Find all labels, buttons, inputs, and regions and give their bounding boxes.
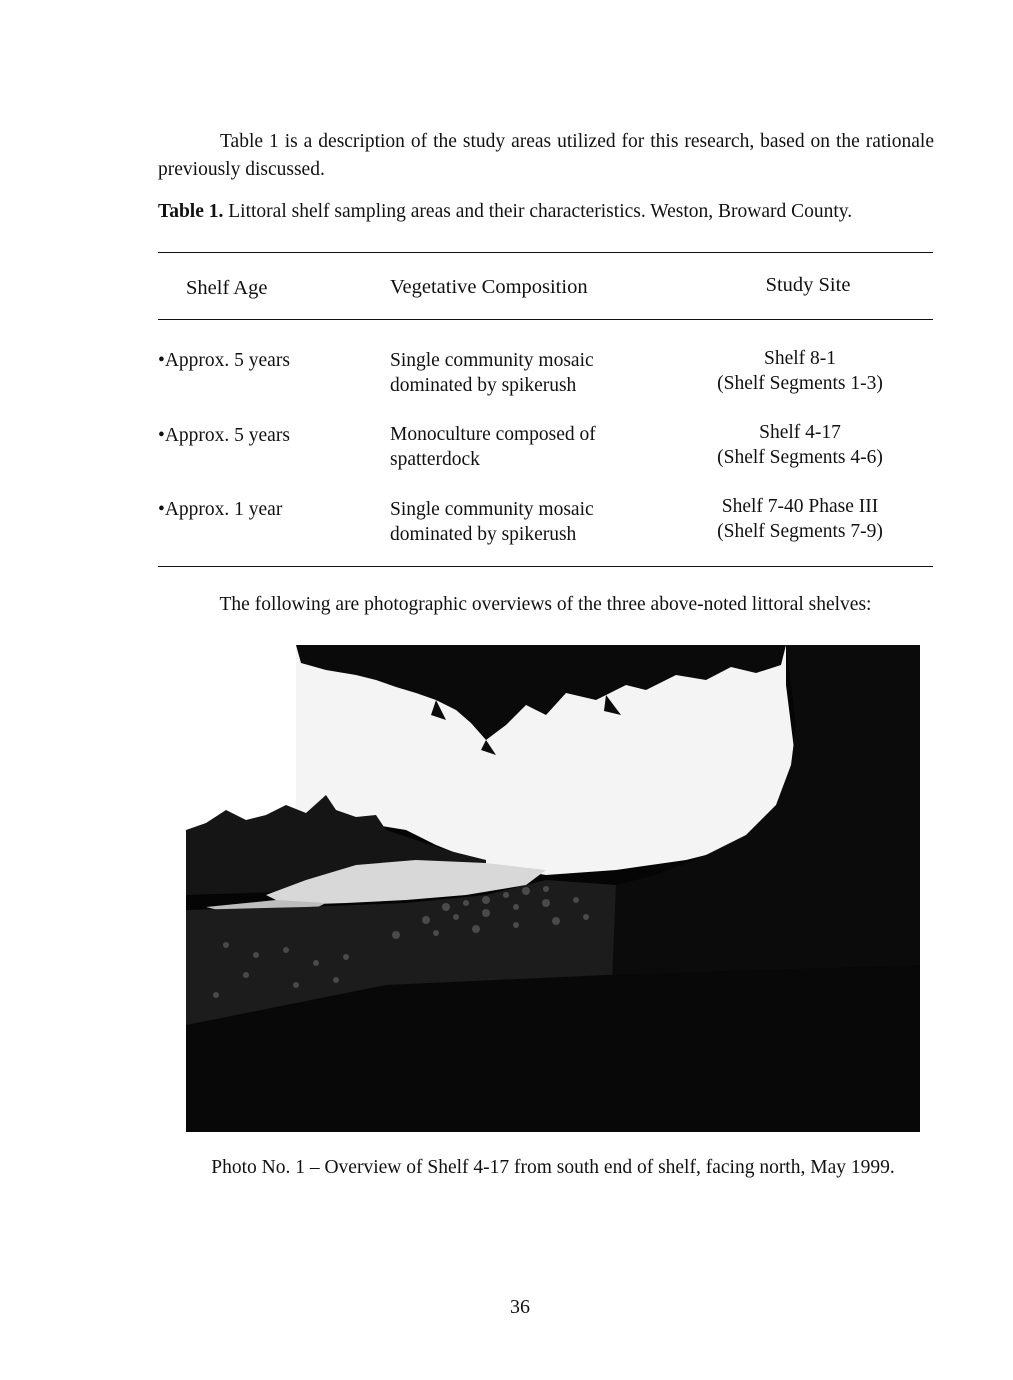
row-3-composition-line-1: Single community mosaic xyxy=(390,499,594,520)
row-3-site-line-1: Shelf 7-40 Phase III xyxy=(721,496,879,517)
row-1-shelf-age: •Approx. 5 years xyxy=(158,350,290,371)
row-1-study-site xyxy=(700,346,900,396)
table-header-rule xyxy=(158,319,933,320)
shelf-photo xyxy=(186,645,920,1132)
table-bottom-rule xyxy=(158,566,933,567)
header-shelf-age: Shelf Age xyxy=(186,277,268,299)
row-2-composition-line-1: Monoculture composed of xyxy=(390,424,596,445)
row-3-composition xyxy=(390,497,594,547)
row-3-study-site xyxy=(700,494,900,544)
row-2-composition-line-2: spatterdock xyxy=(390,449,480,470)
intro-paragraph: Table 1 is a description of the study areas utilized for this research, based on the rationale previously discussed. xyxy=(158,131,934,180)
table-caption-text: Littoral shelf sampling areas and their characteristics. Weston, Broward County. xyxy=(228,201,853,222)
row-3-composition-line-2: dominated by spikerush xyxy=(390,524,577,545)
table-caption xyxy=(158,201,948,223)
table-label: Table 1. xyxy=(158,201,224,222)
row-3-site-line-2: (Shelf Segments 7-9) xyxy=(717,521,883,542)
row-1-composition-line-2: dominated by spikerush xyxy=(390,375,577,396)
row-2-shelf-age: •Approx. 5 years xyxy=(158,425,290,446)
row-1-composition-line-1: Single community mosaic xyxy=(390,350,594,371)
photo-caption: Photo No. 1 – Overview of Shelf 4-17 from south end of shelf, facing north, May 1999. xyxy=(211,1157,895,1178)
row-2-composition xyxy=(390,422,596,472)
table-top-rule xyxy=(158,252,933,253)
header-vegetative-composition: Vegetative Composition xyxy=(390,276,588,298)
row-2-study-site xyxy=(700,420,900,470)
row-1-composition xyxy=(390,348,594,398)
page-number: 36 xyxy=(510,1296,530,1318)
shelf-photo-graphic xyxy=(186,645,920,1132)
row-3-shelf-age: •Approx. 1 year xyxy=(158,499,283,520)
row-2-site-line-2: (Shelf Segments 4-6) xyxy=(717,447,883,468)
photos-intro-text: The following are photographic overviews of the three above-noted littoral shelves: xyxy=(219,594,872,615)
row-1-site-line-2: (Shelf Segments 1-3) xyxy=(717,373,883,394)
header-study-site: Study Site xyxy=(765,274,851,296)
row-1-site-line-1: Shelf 8-1 xyxy=(763,348,837,369)
row-2-site-line-1: Shelf 4-17 xyxy=(759,422,841,443)
